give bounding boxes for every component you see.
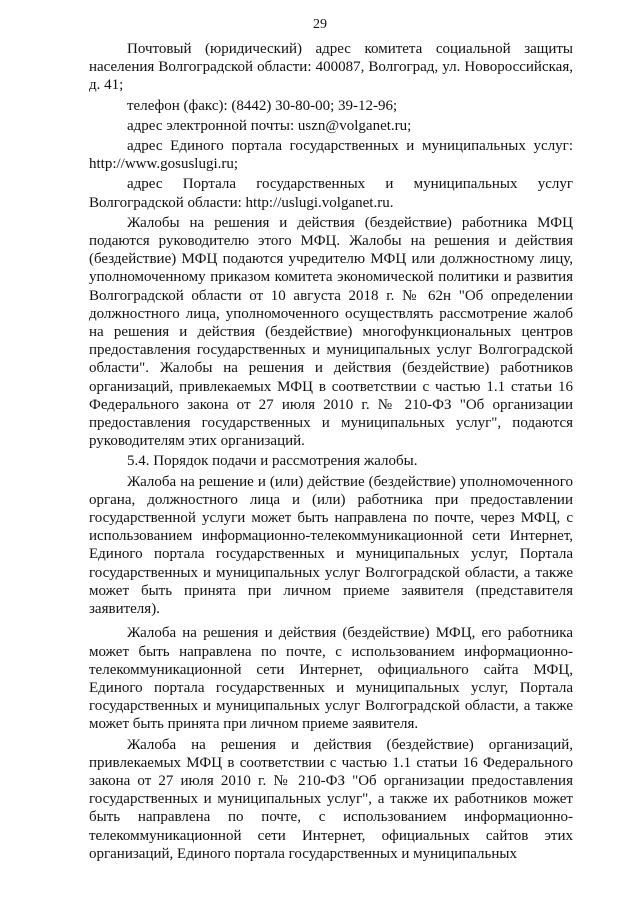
paragraph-email: адрес электронной почты: uszn@volganet.ru; xyxy=(127,117,412,134)
paragraph-complaint-mfc: Жалоба на решения и действия (бездействие) МФЦ, его работника может быть направлена по почте, с использованием информационно-телекоммуникационной сети Интернет, официального сайта МФЦ, Единого портала государственных и муниципальных услуг, Портала государственных и муниципальных услуг Волгоградской области, а также может быть принята при личном приеме заявителя. xyxy=(89,625,573,733)
paragraph-phone: телефон (факс): (8442) 30-80-00; 39-12-96; xyxy=(127,97,398,114)
paragraph-federal-portal: адрес Единого портала государственных и муниципальных услуг: http://www.gosuslugi.ru; xyxy=(89,138,573,173)
page-number: 29 xyxy=(313,17,327,32)
paragraph-postal-address: Почтовый (юридический) адрес комитета социальной защиты населения Волгоградской области: 400087, Волгоград, ул. Новороссийская, д. 41; xyxy=(89,41,573,94)
document-body xyxy=(89,40,573,863)
section-heading-5-4: 5.4. Порядок подачи и рассмотрения жалобы. xyxy=(127,453,418,470)
paragraph-mfc-complaints: Жалобы на решения и действия (бездействие) работника МФЦ подаются руководителю этого МФЦ. Жалобы на решения и действия (бездействие) МФЦ подаются учредителю МФЦ или должностному лицу, уполномоченному приказом комитета экономической политики и развития Волгоградской области от 10 августа 2018 г. № 62н "Об определении должностного лица, уполномоченного осуществлять рассмотрение жалоб на решения и действия (бездействие) многофункциональных центров предоставления государственных и муниципальных услуг Волгоградской области". Жалобы на решения и действия (бездействие) работников организаций, привлекаемых МФЦ в соответствии с частью 1.1 статьи 16 Федерального закона от 27 июля 2010 г. № 210-ФЗ "Об организации предоставления государственных и муниципальных услуг", подаются руководителям этих организаций. xyxy=(89,214,573,450)
paragraph-complaint-authority: Жалоба на решение и (или) действие (бездействие) уполномоченного органа, должностного лица и (или) работника при предоставлении государственной услуги может быть направлена по почте, через МФЦ, с использованием информационно-телекоммуникационной сети Интернет, Единого портала государственных и муниципальных услуг, Портала государственных и муниципальных услуг Волгоградской области, а также может быть принята при личном приеме заявителя (представителя заявителя). xyxy=(89,473,573,618)
paragraph-complaint-organizations: Жалоба на решения и действия (бездействие) организаций, привлекаемых МФЦ в соответствии с частью 1.1 статьи 16 Федерального закона от 27 июля 2010 г. № 210-ФЗ "Об организации предоставления государственных и муниципальных услуг", а также их работников может быть направлена по почте, с использованием информационно-телекоммуникационной сети Интернет, официальных сайтов этих организаций, Единого портала государственных и муниципальных xyxy=(89,736,573,862)
paragraph-regional-portal: адрес Портала государственных и муниципальных услуг Волгоградской области: http://uslugi.volganet.ru. xyxy=(89,176,573,211)
